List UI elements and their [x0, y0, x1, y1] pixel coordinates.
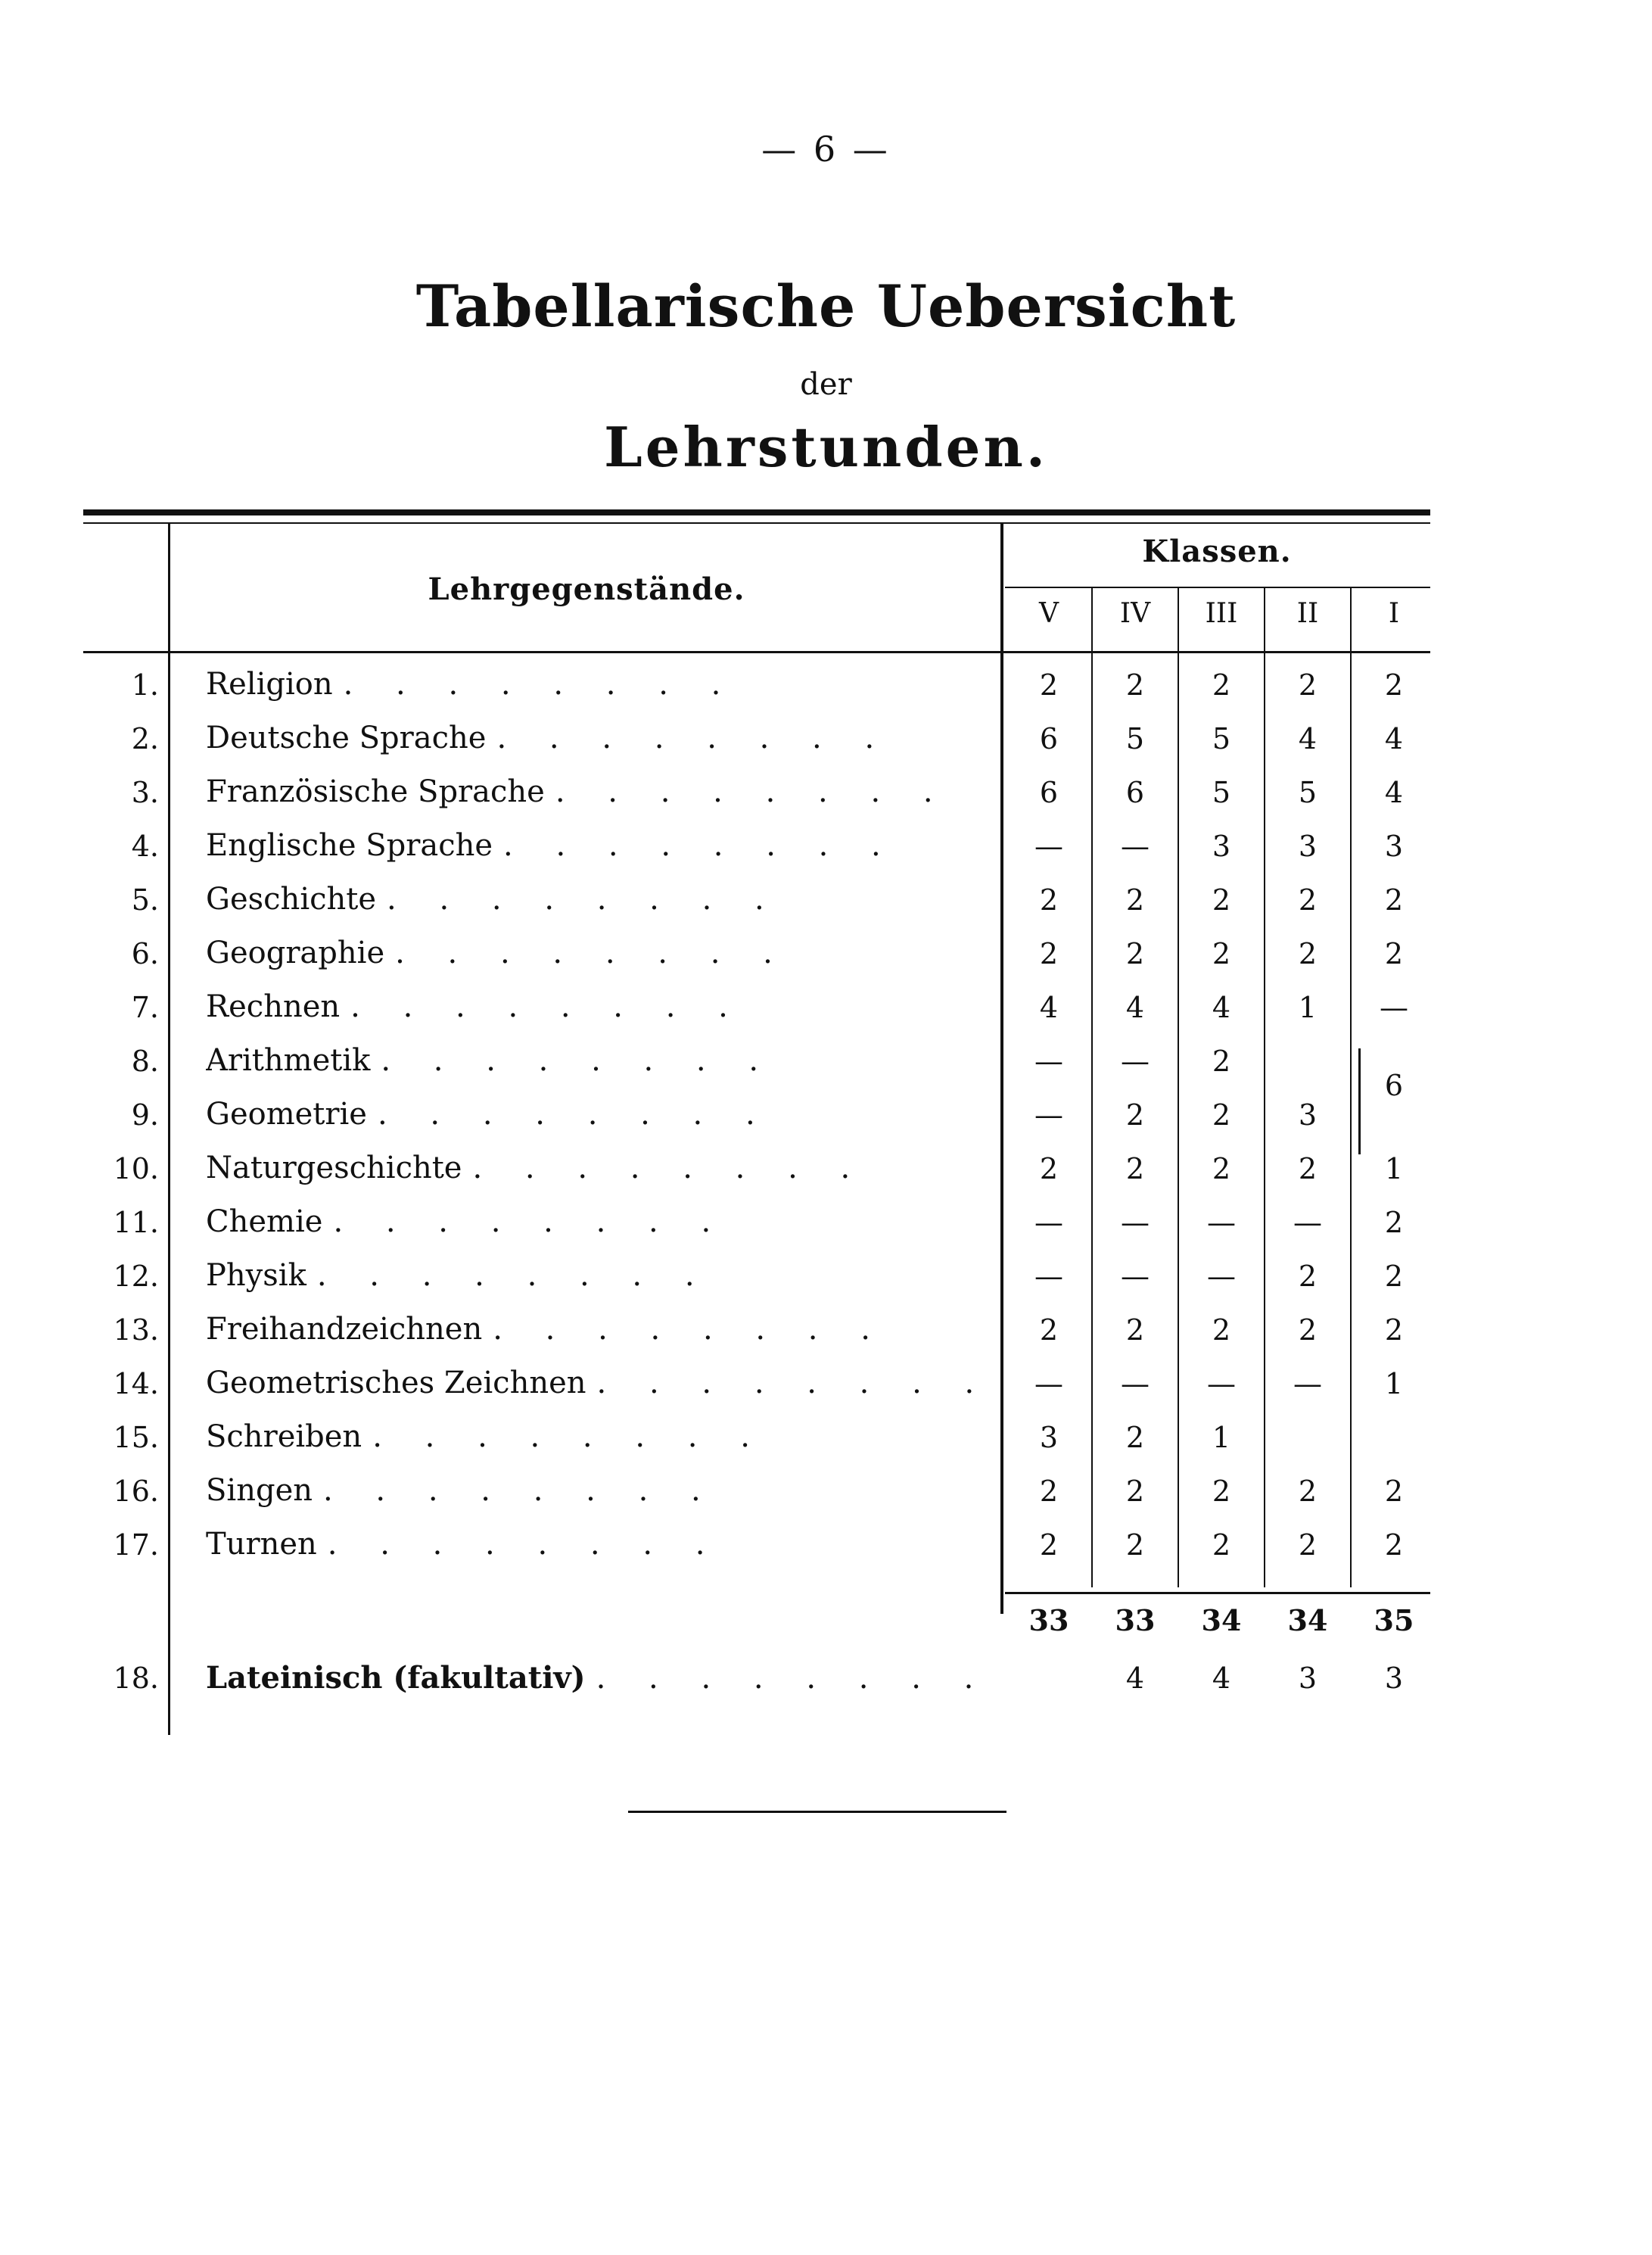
table-cell: 2 [1125, 883, 1145, 917]
leader-dots: . . . . . . . . [387, 882, 781, 917]
table-cell: 2 [1384, 937, 1404, 970]
row-number: 4. [131, 830, 159, 863]
table-cell: — [1207, 1260, 1236, 1293]
table-cell: 2 [1125, 1313, 1145, 1347]
total-cell: 33 [1115, 1603, 1156, 1637]
row-number: 8. [131, 1045, 159, 1078]
row-number: 1. [131, 668, 159, 702]
leader-dots: . . . . . . . . [381, 1043, 776, 1078]
table-cell: 3 [1298, 1662, 1318, 1695]
row-subject [206, 1473, 993, 1508]
subject-label: Physik [206, 1258, 306, 1293]
page-subtitle: Lehrstunden. [604, 415, 1048, 479]
table-cell: 2 [1125, 1528, 1145, 1562]
table-cell: 2 [1298, 1475, 1318, 1508]
table-cell: — [1034, 1367, 1063, 1400]
leader-dots: . . . . . . . . [493, 1312, 887, 1347]
row-number: 7. [131, 991, 159, 1024]
subject-label: Rechnen [206, 989, 341, 1024]
total-cell: 34 [1287, 1603, 1328, 1637]
table-cell: 2 [1298, 1313, 1318, 1347]
subject-label: Lateinisch (fakultativ) [206, 1660, 586, 1696]
row-number: 17. [113, 1528, 159, 1562]
table-cell: 4 [1125, 1662, 1145, 1695]
subject-label: Geometrie [206, 1097, 367, 1132]
math-combined-value: 6 [1384, 1069, 1404, 1102]
table-cell: — [1034, 830, 1063, 863]
leader-dots: . . . . . . . . [555, 774, 950, 809]
table-cell: — [1121, 1367, 1150, 1400]
row-subject [206, 1366, 993, 1400]
row-number: 2. [131, 722, 159, 755]
table-cell: — [1034, 1260, 1063, 1293]
table-cell: 1 [1384, 1152, 1404, 1185]
table-cell: 2 [1212, 1152, 1231, 1185]
table-cell: 2 [1039, 1475, 1059, 1508]
class-label: III [1205, 598, 1238, 629]
row-number: 15. [113, 1421, 159, 1454]
table-cell: 1 [1212, 1421, 1231, 1454]
subject-label: Religion [206, 667, 333, 702]
table-cell: 2 [1384, 883, 1404, 917]
table-cell: 3 [1384, 830, 1404, 863]
subject-label: Geographie [206, 936, 385, 970]
subject-label: Naturgeschichte [206, 1151, 462, 1185]
row-subject [206, 1151, 993, 1185]
table-cell: — [1207, 1367, 1236, 1400]
row-number: 3. [131, 776, 159, 809]
leader-dots: . . . . . . . . [327, 1527, 722, 1562]
table-cell: 2 [1212, 1045, 1231, 1078]
table-cell: 2 [1212, 1313, 1231, 1347]
classes-column-header: Klassen. [1142, 534, 1292, 569]
table-cell: 3 [1384, 1662, 1404, 1695]
table-cell: 4 [1384, 776, 1404, 809]
table-cell: 2 [1384, 1528, 1404, 1562]
table-cell: 4 [1212, 1662, 1231, 1695]
table-cell: — [1121, 830, 1150, 863]
row-number: 9. [131, 1098, 159, 1132]
page-number: — 6 — [761, 129, 891, 170]
leader-dots: . . . . . . . . [372, 1419, 767, 1454]
leader-dots: . . . . . . . . [377, 1097, 772, 1132]
table-cell: 6 [1039, 722, 1059, 755]
table-cell: 5 [1125, 722, 1145, 755]
table-cell: 4 [1298, 722, 1318, 755]
table-cell: — [1034, 1045, 1063, 1078]
row-number: 18. [113, 1662, 159, 1695]
row-subject [206, 989, 993, 1024]
table-cell: 2 [1212, 883, 1231, 917]
table-cell: 2 [1125, 1421, 1145, 1454]
footer-rule [628, 1811, 1006, 1813]
klassen-divider-rule [1005, 587, 1430, 588]
row-subject-latin [206, 1660, 993, 1696]
subject-label: Geschichte [206, 882, 377, 917]
table-cell: 5 [1212, 776, 1231, 809]
table-cell: 2 [1298, 1152, 1318, 1185]
table-cell: 2 [1125, 1152, 1145, 1185]
table-cell: 2 [1212, 937, 1231, 970]
total-cell: 35 [1374, 1603, 1414, 1637]
table-cell: 3 [1298, 1098, 1318, 1132]
table-cell: 2 [1298, 1260, 1318, 1293]
row-number: 12. [113, 1260, 159, 1293]
table-cell: — [1034, 1206, 1063, 1239]
table-cell: 6 [1125, 776, 1145, 809]
table-cell: 2 [1212, 1528, 1231, 1562]
table-cell: 2 [1384, 1313, 1404, 1347]
page-title: Tabellarische Uebersicht [415, 273, 1237, 340]
leader-dots: . . . . . . . . [395, 936, 789, 970]
classes-column-rule [1000, 524, 1003, 1614]
subject-label: Schreiben [206, 1419, 362, 1454]
table-cell: 2 [1298, 668, 1318, 702]
subject-label: Englische Sprache [206, 828, 493, 863]
table-cell: 2 [1298, 883, 1318, 917]
table-cell: — [1121, 1260, 1150, 1293]
subject-column-header: Lehrgegenstände. [428, 572, 745, 607]
table-cell: 2 [1039, 668, 1059, 702]
table-cell: 2 [1384, 1206, 1404, 1239]
header-bottom-rule [83, 651, 1430, 653]
table-cell: 2 [1039, 1313, 1059, 1347]
row-subject [206, 721, 993, 755]
leader-dots: . . . . . . . . [333, 1204, 728, 1239]
row-number: 16. [113, 1475, 159, 1508]
table-cell: 2 [1212, 1098, 1231, 1132]
class-label: V [1039, 598, 1059, 629]
row-number: 10. [113, 1152, 159, 1185]
title-connector: der [800, 367, 852, 402]
table-cell: 2 [1125, 668, 1145, 702]
row-number: 5. [131, 883, 159, 917]
table-cell: — [1121, 1206, 1150, 1239]
table-cell: 4 [1384, 722, 1404, 755]
table-cell: 2 [1039, 1152, 1059, 1185]
table-cell: — [1293, 1367, 1322, 1400]
row-subject [206, 1097, 993, 1132]
subject-column-rule [168, 524, 170, 1735]
table-cell: 2 [1298, 1528, 1318, 1562]
class-label: IV [1119, 598, 1151, 629]
total-cell: 33 [1028, 1603, 1069, 1637]
subject-label: Französische Sprache [206, 774, 545, 809]
leader-dots: . . . . . . . . [323, 1473, 717, 1508]
row-subject [206, 1527, 993, 1562]
table-cell: 2 [1212, 1475, 1231, 1508]
leader-dots: . . . . . . . . [343, 667, 738, 702]
table-cell: 3 [1212, 830, 1231, 863]
table-cell: 1 [1384, 1367, 1404, 1400]
table-cell: — [1207, 1206, 1236, 1239]
table-top-rule-thin [83, 522, 1430, 524]
row-subject [206, 1312, 993, 1347]
row-subject [206, 1258, 993, 1293]
table-cell: 2 [1298, 937, 1318, 970]
total-cell: 34 [1201, 1603, 1242, 1637]
subject-label: Singen [206, 1473, 313, 1508]
subject-label: Chemie [206, 1204, 323, 1239]
row-subject [206, 667, 993, 702]
row-subject [206, 828, 993, 863]
leader-dots: . . . . . . . . [472, 1151, 867, 1185]
table-cell: 2 [1039, 883, 1059, 917]
row-number: 14. [113, 1367, 159, 1400]
leader-dots: . . . . . . . . [503, 828, 898, 863]
subject-label: Deutsche Sprache [206, 721, 487, 755]
table-cell: 2 [1384, 1260, 1404, 1293]
table-cell: 2 [1125, 1098, 1145, 1132]
class-label: I [1388, 598, 1400, 629]
table-cell: — [1293, 1206, 1322, 1239]
table-cell: 5 [1298, 776, 1318, 809]
table-cell: 3 [1039, 1421, 1059, 1454]
row-subject [206, 1043, 993, 1078]
table-cell: — [1121, 1045, 1150, 1078]
table-cell: 6 [1039, 776, 1059, 809]
row-subject [206, 882, 993, 917]
leader-dots: . . . . . . . . [496, 721, 891, 755]
table-cell: 4 [1039, 991, 1059, 1024]
table-cell: — [1034, 1098, 1063, 1132]
subject-label: Freihandzeichnen [206, 1312, 483, 1347]
table-cell: 2 [1384, 1475, 1404, 1508]
subject-label: Arithmetik [206, 1043, 371, 1078]
row-subject [206, 774, 993, 809]
row-subject [206, 1204, 993, 1239]
table-cell: 4 [1125, 991, 1145, 1024]
row-number: 6. [131, 937, 159, 970]
table-top-rule-thick [83, 509, 1430, 515]
subject-label: Turnen [206, 1527, 317, 1562]
leader-dots: . . . . . . . . [316, 1258, 711, 1293]
leader-dots: . . . . . . . . [596, 1366, 991, 1400]
table-cell: 5 [1212, 722, 1231, 755]
row-number: 11. [113, 1206, 159, 1239]
row-subject [206, 936, 993, 970]
table-cell: — [1380, 991, 1408, 1024]
table-cell: 2 [1212, 668, 1231, 702]
subject-label: Geometrisches Zeichnen [206, 1366, 586, 1400]
table-cell: 2 [1125, 1475, 1145, 1508]
leader-dots: . . . . . . . . [596, 1661, 991, 1696]
class-label: II [1296, 598, 1319, 629]
table-cell: 2 [1384, 668, 1404, 702]
table-cell: 2 [1039, 1528, 1059, 1562]
totals-rule [1005, 1592, 1430, 1594]
table-cell: 4 [1212, 991, 1231, 1024]
row-subject [206, 1419, 993, 1454]
leader-dots: . . . . . . . . [350, 989, 745, 1024]
row-number: 13. [113, 1313, 159, 1347]
table-cell: 2 [1125, 937, 1145, 970]
table-cell: 1 [1298, 991, 1318, 1024]
table-cell: 2 [1039, 937, 1059, 970]
table-cell: 3 [1298, 830, 1318, 863]
